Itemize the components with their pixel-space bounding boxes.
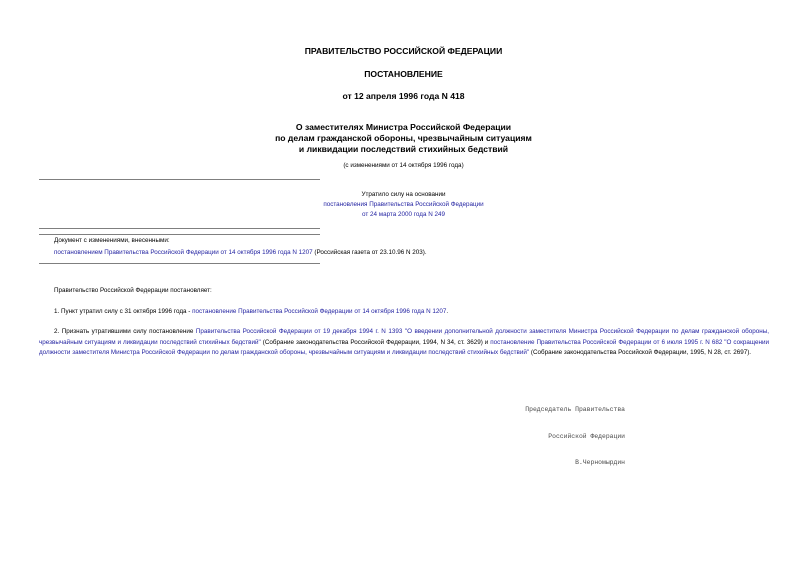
signature-name: В.Черномырдин bbox=[575, 458, 625, 466]
item-1-link[interactable]: постановление Правительства Российской Федерации от 14 октября 1996 года N 1207 bbox=[192, 308, 447, 315]
item-2-start: 2. Признать утратившими силу постановление bbox=[54, 328, 196, 335]
document-date-number: от 12 апреля 1996 года N 418 bbox=[342, 91, 465, 101]
amendments-link[interactable]: постановлением Правительства Российской Федерации от 14 октября 1996 года N 1207 bbox=[54, 248, 313, 256]
document-type: ПОСТАНОВЛЕНИЕ bbox=[364, 69, 443, 79]
item-1-text: 1. Пункт утратил силу с 31 октября 1996 года - bbox=[54, 308, 193, 315]
repeal-link-line-1[interactable]: постановления Правительства Российской Федерации bbox=[323, 201, 484, 208]
item-2-link-1[interactable]: Правительства Российской Федерации от 19 декабря 1994 г. N 1393 "О введении дополнительной должности заместителя Министра Российской Федерации по делам гражданской обороны, чрезвычайным ситуациям и ликвидации последствий стихийных бедствий" bbox=[39, 328, 769, 346]
issuer-heading: ПРАВИТЕЛЬСТВО РОССИЙСКОЙ ФЕДЕРАЦИИ bbox=[304, 46, 503, 56]
revision-note: (с изменениями от 14 октября 1996 года) bbox=[343, 162, 464, 169]
intro-paragraph: Правительство Российской Федерации постановляет: bbox=[54, 287, 212, 294]
item-2-middle: (Собрание законодательства Российской Федерации, 1994, N 34, ст. 3629) и bbox=[260, 338, 491, 346]
item-1-end: . bbox=[446, 308, 449, 315]
amendments-heading: Документ с изменениями, внесенными: bbox=[54, 237, 170, 244]
amendments-box bbox=[54, 236, 654, 258]
repeal-note-text: Утратило силу на основании bbox=[361, 191, 446, 198]
item-2 bbox=[39, 327, 769, 359]
signature-country: Российской Федерации bbox=[548, 432, 625, 440]
item-2-link-2[interactable]: постановление Правительства Российской Федерации от 6 июля 1995 г. N 682 "О сокращении должности заместителя Министра Российской Федерации по делам гражданской обороны, чрезвычайным ситуациям и ликвидации последствий стихийных бедствий" bbox=[39, 338, 769, 356]
divider-top bbox=[39, 179, 320, 180]
signature-title: Председатель Правительства bbox=[525, 406, 625, 414]
item-1 bbox=[54, 307, 754, 318]
item-2-end: (Собрание законодательства Российской Федерации, 1995, N 28, ст. 2697). bbox=[529, 349, 752, 356]
repeal-note bbox=[0, 190, 807, 219]
divider-box-bottom bbox=[39, 263, 320, 264]
title-line-2: по делам гражданской обороны, чрезвычайным ситуациям bbox=[275, 133, 532, 143]
divider-box-top-2 bbox=[39, 234, 320, 235]
repeal-link-line-2[interactable]: от 24 марта 2000 года N 249 bbox=[361, 211, 446, 218]
title-line-1: О заместителях Министра Российской Федерации bbox=[295, 122, 512, 132]
signature-block bbox=[470, 389, 625, 476]
document-title bbox=[0, 122, 807, 155]
title-line-3: и ликвидации последствий стихийных бедствий bbox=[298, 144, 509, 154]
divider-box-top-1 bbox=[39, 228, 320, 229]
amendments-source: (Российская газета от 23.10.96 N 203). bbox=[312, 248, 427, 256]
